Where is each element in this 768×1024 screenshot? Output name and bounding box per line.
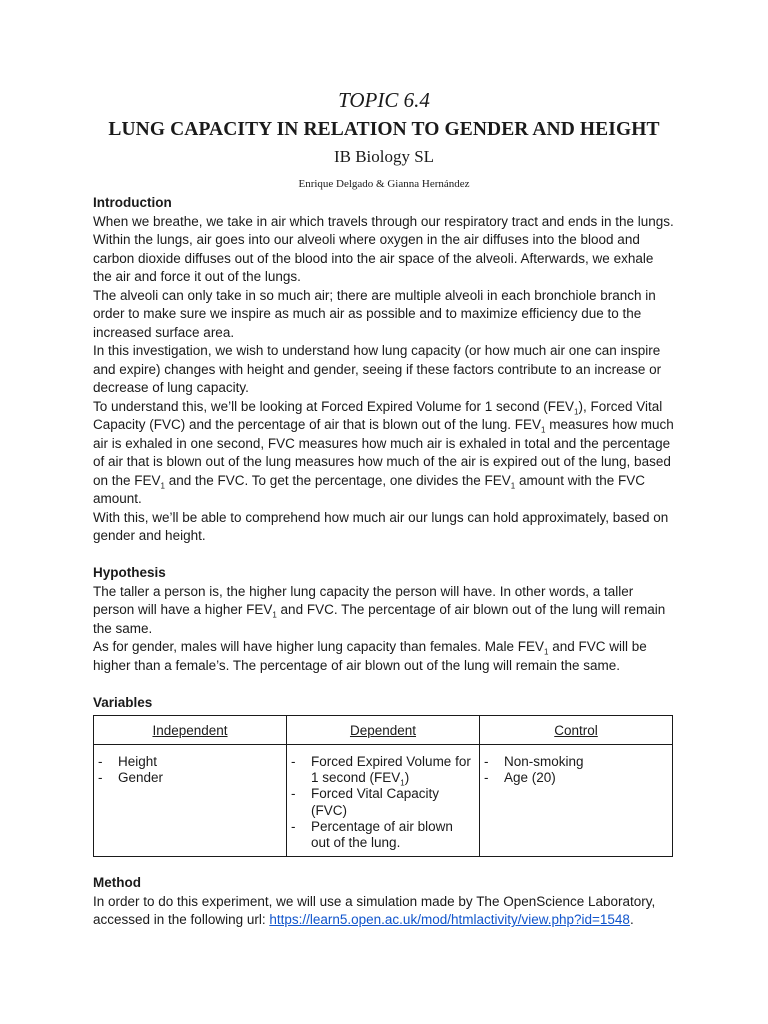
- list-item: - Percentage of air blown out of the lung.: [291, 819, 475, 851]
- list-item: - Forced Vital Capacity (FVC): [291, 786, 475, 818]
- control-cell: [480, 745, 673, 857]
- variables-table: [93, 715, 673, 857]
- list-item: - Height: [98, 754, 282, 770]
- introduction-heading: Introduction: [93, 195, 172, 210]
- independent-cell: [94, 745, 287, 857]
- intro-paragraph-4: To understand this, we’ll be looking at Forced Expired Volume for 1 second $(FEV_1)$, Forced Vital Capacity (FVC) and the percentage of air that is blown out of the lung. $FEV_1$ measures how much air is exhaled in one second, FVC measures how much air is exhaled in total and the percentage of air that is blown out of the lung measures how much of the air is expired out of the lung, based on the $FEV_1$ and the FVC. To get the percentage, one divides the $FEV_1$ amount with the FVC amount.: [93, 398, 674, 506]
- intro-paragraph-5: With this, we’ll be able to comprehend how much air our lungs can hold approximately, based on gender and height.: [93, 509, 669, 543]
- document-title: LUNG CAPACITY IN RELATION TO GENDER AND HEIGHT: [108, 119, 660, 140]
- dependent-cell: [287, 745, 480, 857]
- control-header: Control: [480, 716, 673, 745]
- simulation-link[interactable]: https://learn5.open.ac.uk/mod/htmlactivity/view.php?id=1548: [269, 912, 630, 928]
- hypothesis-heading: Hypothesis: [93, 565, 166, 580]
- variables-heading: Variables: [93, 694, 153, 710]
- authors: Enrique Delgado & Gianna Hernández: [298, 178, 470, 190]
- method-paragraph: In order to do this experiment, we will use a simulation made by The OpenScience Laboratory, accessed in the following url: https://learn5.open.ac.uk/mod/htmlactivity/view.php?id=1548.: [93, 893, 656, 928]
- document-page: [93, 86, 675, 930]
- hypothesis-paragraph-2: As for gender, males will have higher lung capacity than females. Male $FEV_1$ and FVC will be higher than a female’s. The percentage of air blown out of the lung will remain the same.: [93, 639, 647, 673]
- table-header-row: [94, 716, 673, 745]
- intro-paragraph-1: When we breathe, we take in air which travels through our respiratory tract and ends in the lungs. Within the lungs, air goes into our alveoli where oxygen in the air diffuses into the blood and carbon dioxide diffuses out of the blood into the air space of the alveoli. Afterwards, we exhale the air and force it out of the lungs.: [93, 213, 674, 284]
- intro-paragraph-3: In this investigation, we wish to understand how lung capacity (or how much air one can inspire and expire) changes with height and gender, seeing if these factors contribute to an increase or decrease of lung capacity.: [93, 343, 662, 395]
- list-item: - Age (20): [484, 770, 668, 786]
- table-row: [94, 745, 673, 857]
- list-item: - Forced Expired Volume for 1 second $(FEV_1)$: [291, 754, 475, 786]
- intro-paragraph-2: The alveoli can only take in so much air; there are multiple alveoli in each bronchiole branch in order to make sure we inspire as much air as possible and to maximize efficiency due to the increased surface area.: [93, 287, 656, 340]
- independent-header: Independent: [94, 716, 287, 745]
- hypothesis-paragraph-1: The taller a person is, the higher lung capacity the person will have. In other words, a taller person will have a higher $FEV_1$ and FVC. The percentage of air blown out of the lung will remain the same.: [93, 583, 666, 636]
- list-item: - Non-smoking: [484, 754, 668, 770]
- method-heading: Method: [93, 875, 141, 891]
- dependent-header: Dependent: [287, 716, 480, 745]
- topic-label: TOPIC 6.4: [338, 88, 430, 112]
- course-name: IB Biology SL: [333, 147, 435, 166]
- list-item: - Gender: [98, 770, 282, 786]
